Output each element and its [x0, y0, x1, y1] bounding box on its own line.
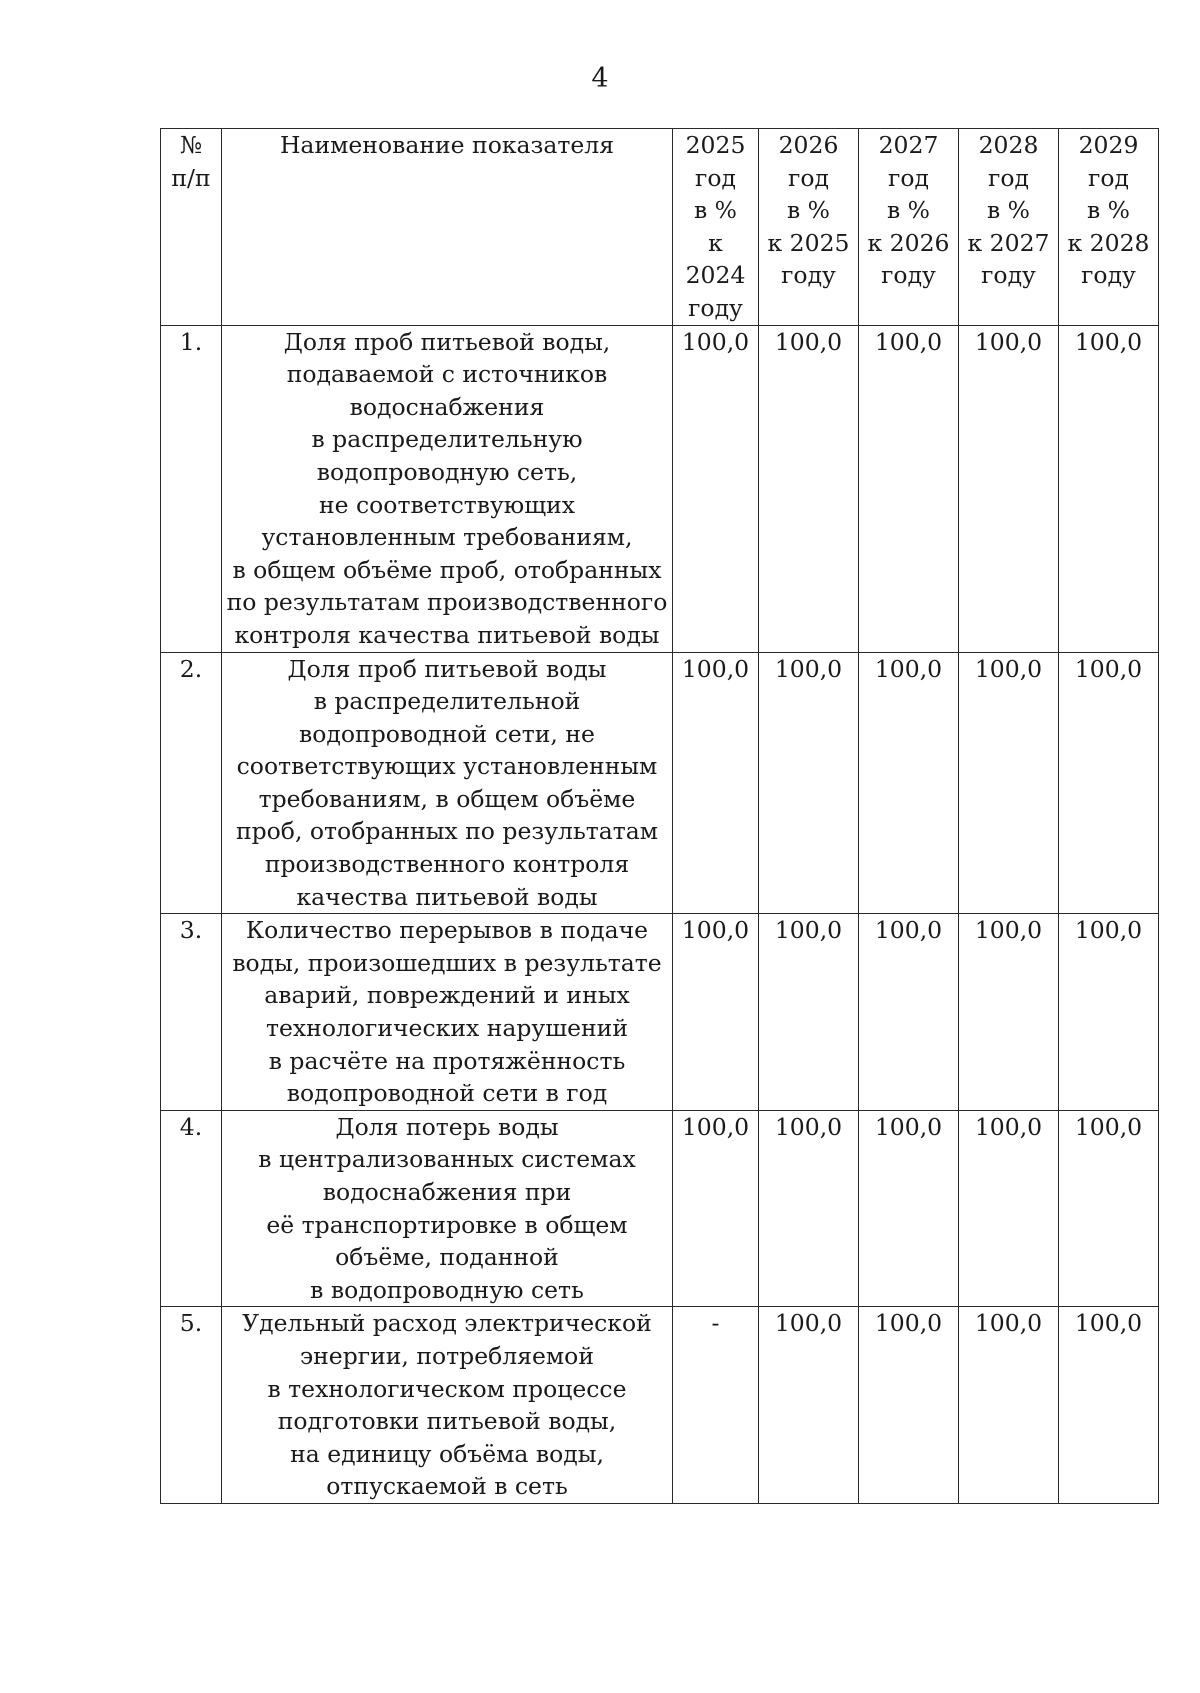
value-2025: 100,0 [673, 652, 759, 914]
indicator-name: Доля проб питьевой воды, подаваемой с источников водоснабжения в распределительную водопроводную сеть, не соответствующих установленным требованиям, в общем объёме проб, отобранных по результатам производственного контроля качества питьевой воды [222, 325, 673, 652]
table-header-row [161, 129, 1159, 326]
indicator-name: Удельный расход электрической энергии, потребляемой в технологическом процессе подготовки питьевой воды, на единицу объёма воды, отпускаемой в сеть [222, 1307, 673, 1504]
value-2026: 100,0 [759, 325, 859, 652]
header-year-2026: 2026 год в % к 2025 году [759, 129, 859, 326]
indicators-table [160, 128, 1159, 1504]
value-2027: 100,0 [859, 1110, 959, 1307]
indicator-name: Доля потерь воды в централизованных системах водоснабжения при её транспортировке в общем объёме, поданной в водопроводную сеть [222, 1110, 673, 1307]
header-year-2029: 2029 год в % к 2028 году [1059, 129, 1159, 326]
value-2025: 100,0 [673, 325, 759, 652]
value-2026: 100,0 [759, 1307, 859, 1504]
value-2028: 100,0 [959, 1307, 1059, 1504]
value-2026: 100,0 [759, 1110, 859, 1307]
value-2028: 100,0 [959, 1110, 1059, 1307]
header-year-2025: 2025 год в % к 2024 году [673, 129, 759, 326]
value-2027: 100,0 [859, 325, 959, 652]
table-row [161, 1307, 1159, 1504]
value-2028: 100,0 [959, 325, 1059, 652]
value-2028: 100,0 [959, 652, 1059, 914]
header-year-2027: 2027 год в % к 2026 году [859, 129, 959, 326]
value-2027: 100,0 [859, 652, 959, 914]
row-number: 2. [161, 652, 222, 914]
value-2026: 100,0 [759, 914, 859, 1111]
table-row [161, 914, 1159, 1111]
value-2029: 100,0 [1059, 652, 1159, 914]
header-year-2028: 2028 год в % к 2027 году [959, 129, 1059, 326]
row-number: 1. [161, 325, 222, 652]
value-2029: 100,0 [1059, 914, 1159, 1111]
value-2028: 100,0 [959, 914, 1059, 1111]
page-number: 4 [591, 63, 609, 94]
value-2025: 100,0 [673, 914, 759, 1111]
row-number: 5. [161, 1307, 222, 1504]
value-2029: 100,0 [1059, 325, 1159, 652]
value-2025: 100,0 [673, 1110, 759, 1307]
value-2027: 100,0 [859, 914, 959, 1111]
table-row [161, 652, 1159, 914]
value-2029: 100,0 [1059, 1307, 1159, 1504]
indicator-name: Доля проб питьевой воды в распределительной водопроводной сети, не соответствующих установленным требованиям, в общем объёме проб, отобранных по результатам производственного контроля качества питьевой воды [222, 652, 673, 914]
row-number: 3. [161, 914, 222, 1111]
value-2026: 100,0 [759, 652, 859, 914]
header-name: Наименование показателя [222, 129, 673, 326]
table-row [161, 325, 1159, 652]
value-2027: 100,0 [859, 1307, 959, 1504]
row-number: 4. [161, 1110, 222, 1307]
indicator-name: Количество перерывов в подаче воды, произошедших в результате аварий, повреждений и иных технологических нарушений в расчёте на протяжённость водопроводной сети в год [222, 914, 673, 1111]
table-row [161, 1110, 1159, 1307]
value-2029: 100,0 [1059, 1110, 1159, 1307]
header-num: № п/п [161, 129, 222, 326]
value-2025: - [673, 1307, 759, 1504]
